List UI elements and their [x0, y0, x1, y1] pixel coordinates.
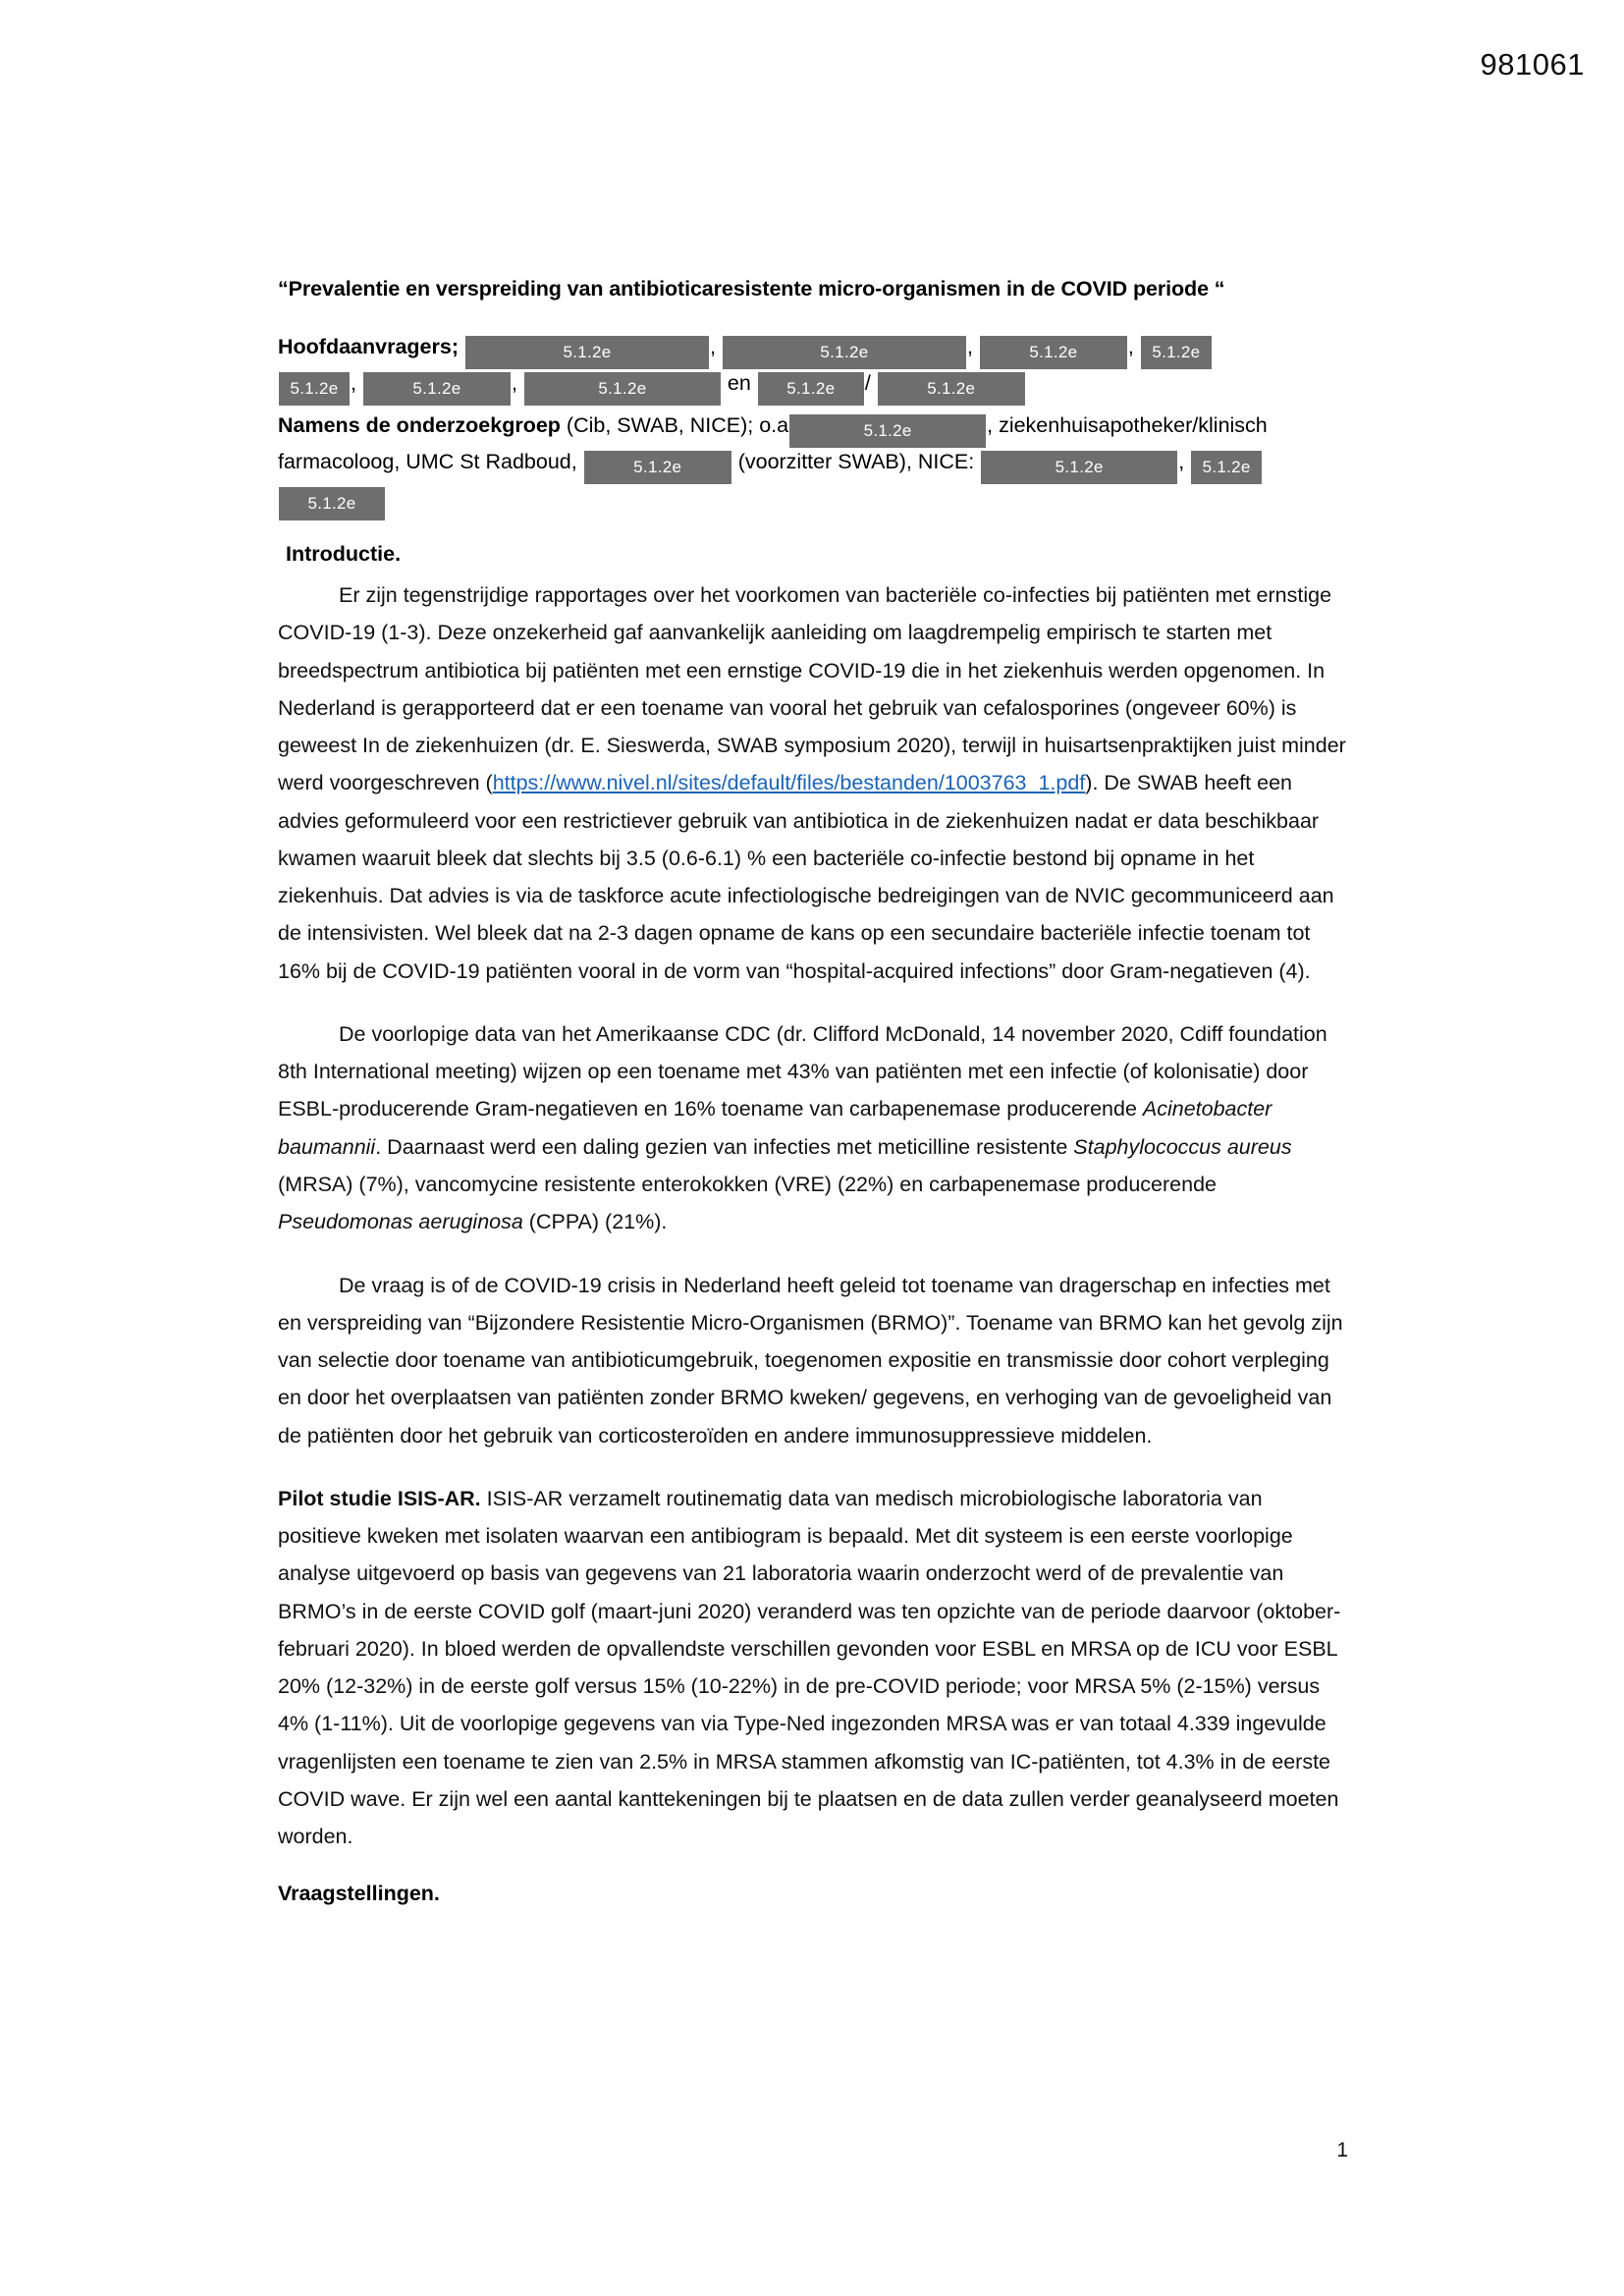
redaction-chip: 5.1.2e	[363, 372, 511, 406]
redaction-chip: 5.1.2e	[279, 487, 385, 520]
paragraph-vraag-brmo: De vraag is of de COVID-19 crisis in Nederland heeft geleid tot toename van dragerschap en infecties met en verspreiding van “Bijzondere Resistentie Micro-Organismen (BRMO)”. Toename van BRMO kan het gevolg zijn van selectie door toename van antibioticumgebruik, toegenomen expositie en transmissie door cohort verpleging en door het overplaatsen van patiënten zonder BRMO kweken/ gegevens, en verhoging van de gevoeligheid van de patiënten door het gebruik van corticosteroïden en andere immunosuppressieve middelen.	[278, 1273, 1343, 1448]
redaction-chip: 5.1.2e	[981, 451, 1177, 484]
paragraph-text: (CPPA) (21%).	[522, 1210, 668, 1234]
redaction-chip: 5.1.2e	[878, 372, 1025, 406]
redaction-chip: 5.1.2e	[980, 336, 1127, 369]
redaction-chip: 5.1.2e	[723, 336, 966, 369]
onderzoekgroep-text-b: , ziekenhuisapotheker/klinisch farmacoloog, UMC St Radboud,	[278, 413, 1268, 474]
en-separator: en	[727, 371, 751, 396]
comma-separator: ,	[1178, 450, 1185, 474]
comma-separator: ,	[966, 335, 973, 359]
comma-separator: ,	[1127, 335, 1134, 359]
comma-separator: ,	[709, 335, 716, 359]
document-content	[278, 275, 1348, 2161]
redaction-chip: 5.1.2e	[789, 414, 986, 448]
nivel-pdf-link[interactable]: https://www.nivel.nl/sites/default/files/bestanden/1003763_1.pdf	[492, 771, 1086, 795]
redaction-chip: 5.1.2e	[465, 336, 709, 369]
paragraph-introductie-1	[278, 576, 1348, 990]
introductie-heading: Introductie.	[286, 542, 402, 567]
paragraph-text: . Daarnaast werd een daling gezien van infecties met meticilline resistente	[375, 1134, 1074, 1159]
redaction-chip: 5.1.2e	[279, 372, 350, 406]
onderzoekgroep-text-a: (Cib, SWAB, NICE); o.a	[566, 413, 789, 438]
paragraph-pilot-isis-ar	[278, 1480, 1348, 1856]
species-name-acinetobacter: Acinetobacter baumannii	[278, 1097, 1272, 1159]
redaction-chip: 5.1.2e	[524, 372, 721, 406]
paragraph-text: (MRSA) (7%), vancomycine resistente enterokokken (VRE) (22%) en carbapenemase producerende	[278, 1173, 1217, 1196]
comma-separator: ,	[511, 371, 517, 396]
pilot-studie-lead: Pilot studie ISIS-AR.	[278, 1486, 481, 1510]
slash-separator: /	[864, 371, 871, 396]
paragraph-text: De voorlopige data van het Amerikaanse CDC (dr. Clifford McDonald, 14 november 2020, Cdiff foundation 8th International meeting) wijzen op een toename met 43% van patiënten met een infectie (of kolonisatie) door ESBL-producerende Gram-negatieven en 16% toename van carbapenemase producerende	[278, 1021, 1327, 1121]
redaction-chip: 5.1.2e	[584, 451, 731, 484]
redaction-chip: 5.1.2e	[1141, 336, 1212, 369]
onderzoekgroep-label: Namens de onderzoekgroep	[278, 413, 561, 438]
redaction-chip: 5.1.2e	[1191, 451, 1262, 484]
species-name-pseudomonas: Pseudomonas aeruginosa	[278, 1210, 523, 1234]
species-name-staphylococcus: Staphylococcus aureus	[1073, 1134, 1292, 1159]
hoofdaanvragers-label: Hoofdaanvragers;	[278, 335, 459, 359]
vraagstellingen-heading: Vraagstellingen.	[278, 1881, 440, 1905]
paragraph-cdc-data	[278, 1015, 1348, 1241]
paragraph-text: ). De SWAB heeft een advies geformuleerd voor een restrictiever gebruik van antibiotica in de ziekenhuizen nadat er data beschikbaar kwamen waaruit bleek dat slechts bij 3.5 (0.6-6.1) % een bacteriële co-infectie bestond bij opname in het ziekenhuis. Dat advies is via de taskforce acute infectiologische bedreigingen van de NVIC gecommuniceerd aan de intensivisten. Wel bleek dat na 2-3 dagen opname de kans op een secundaire bacteriële infectie toenam tot 16% bij de COVID-19 patiënten vooral in de vorm van “hospital-acquired infections” door Gram-negatieven (4).	[278, 771, 1334, 983]
paragraph-text: Er zijn tegenstrijdige rapportages over het voorkomen van bacteriële co-infecties bij patiënten met ernstige COVID-19 (1-3). Deze onzekerheid gaf aanvankelijk aanleiding om laagdrempelig empirisch te starten met breedspectrum antibiotica bij patiënten met een ernstige COVID-19 die in het ziekenhuis werden opgenomen. In Nederland is gerapporteerd dat er een toename van vooral het gebruik van cefalosporines (ongeveer 60%) is geweest In de ziekenhuizen (dr. E. Sieswerda, SWAB symposium 2020), terwijl in huisartsenpraktijken juist minder werd voorgeschreven (	[278, 583, 1346, 795]
page-number: 1	[1336, 2139, 1348, 2161]
document-number-stamp: 981061	[1480, 47, 1585, 82]
onderzoekgroep-block	[278, 408, 1348, 517]
onderzoekgroep-text-c: (voorzitter SWAB), NICE:	[737, 450, 975, 474]
redaction-chip: 5.1.2e	[758, 372, 864, 406]
page-title: “Prevalentie en verspreiding van antibioticaresistente micro-organismen in de COVID periode “	[278, 277, 1225, 301]
paragraph-text: ISIS-AR verzamelt routinematig data van medisch microbiologische laboratoria van positieve kweken met isolaten waarvan een antibiogram is bepaald. Met dit systeem is een eerste voorlopige analyse uitgevoerd op basis van gegevens van 21 laboratoria waarin onderzocht werd of de prevalentie van BRMO’s in de eerste COVID golf (maart-juni 2020) veranderd was ten opzichte van de periode daarvoor (oktober-februari 2020). In bloed werden de opvallendste verschillen gevonden voor ESBL en MRSA op de ICU voor ESBL 20% (12-32%) in de eerste golf versus 15% (10-22%) in de pre-COVID periode; voor MRSA 5% (2-15%) versus 4% (1-11%). Uit de voorlopige gegevens van via Type-Ned ingezonden MRSA was er van totaal 4.339 ingevulde vragenlijsten een toename te zien van 2.5% in MRSA stammen afkomstig van IC-patiënten, tot 4.3% in de eerste COVID wave. Er zijn wel een aantal kanttekeningen bij te plaatsen en de data zullen verder geanalyseerd moeten worden.	[278, 1486, 1341, 1849]
comma-separator: ,	[351, 371, 356, 396]
hoofdaanvragers-block	[278, 329, 1348, 402]
